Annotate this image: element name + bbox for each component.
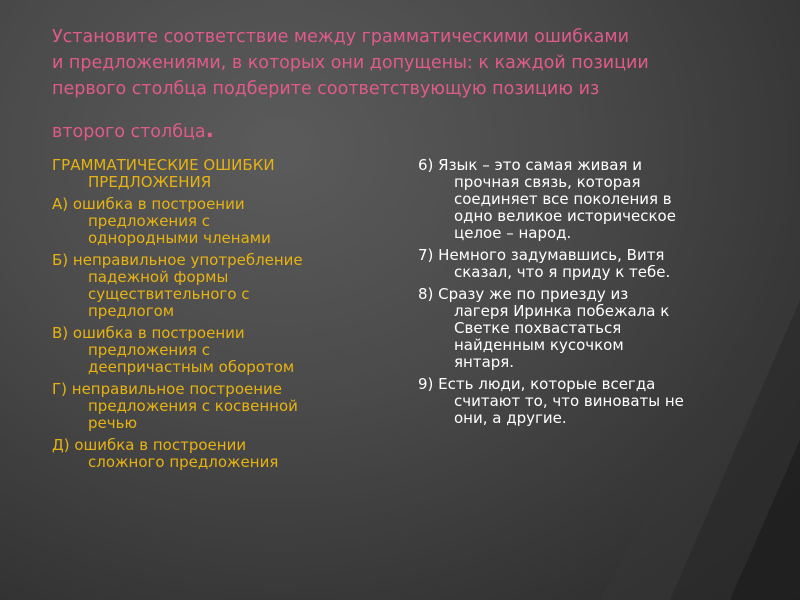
error-item-line: предлогом bbox=[88, 302, 175, 320]
title-line-text: второго столбца bbox=[52, 122, 206, 142]
sentence-item bbox=[418, 157, 763, 242]
error-item bbox=[52, 252, 382, 320]
sentence-item-line: сказал, что я приду к тебе. bbox=[454, 263, 671, 281]
error-item-line: падежной формы bbox=[88, 268, 229, 286]
sentence-item-line: считают то, что виноваты не bbox=[454, 392, 684, 410]
error-item-line: существительного с bbox=[88, 285, 250, 303]
sentence-item bbox=[418, 376, 763, 427]
error-item bbox=[52, 381, 382, 432]
sentence-item-line: соединяет все поколения в bbox=[454, 190, 672, 208]
sentence-item-line: найденным кусочком bbox=[454, 336, 624, 354]
title-line: Установите соответствие между грамматическими ошибками bbox=[52, 27, 629, 47]
errors-column bbox=[52, 157, 382, 476]
error-item-line: речью bbox=[88, 414, 138, 432]
sentence-item bbox=[418, 286, 763, 371]
sentence-item-line: Светке похвастаться bbox=[454, 319, 622, 337]
sentence-item-line: 8) Сразу же по приезду из bbox=[418, 285, 629, 303]
error-item-line: однородными членами bbox=[88, 229, 271, 247]
title-line: первого столбца подберите соответствующую позицию из bbox=[52, 79, 600, 99]
title-period: . bbox=[205, 118, 214, 143]
error-item-line: А) ошибка в построении bbox=[52, 195, 245, 213]
sentence-item-line: одно великое историческое bbox=[454, 207, 676, 225]
sentence-item-line: 9) Есть люди, которые всегда bbox=[418, 375, 656, 393]
error-item-line: Г) неправильное построение bbox=[52, 380, 283, 398]
sentences-column bbox=[418, 157, 763, 432]
sentence-item-line: 7) Немного задумавшись, Витя bbox=[418, 246, 665, 264]
error-item-line: ПРЕДЛОЖЕНИЯ bbox=[88, 173, 212, 191]
error-item bbox=[52, 196, 382, 247]
title-line bbox=[52, 118, 772, 145]
error-item-line: деепричастным оборотом bbox=[88, 358, 295, 376]
title-line: и предложениями, в которых они допущены: к каждой позиции bbox=[52, 53, 649, 73]
error-item bbox=[52, 437, 382, 471]
error-item-line: ГРАММАТИЧЕСКИЕ ОШИБКИ bbox=[52, 156, 275, 174]
sentence-item-line: лагеря Иринка побежала к bbox=[454, 302, 670, 320]
error-item-line: предложения с bbox=[88, 212, 211, 230]
sentence-item-line: прочная связь, которая bbox=[454, 173, 641, 191]
sentence-item-line: они, а другие. bbox=[454, 409, 567, 427]
error-item-line: предложения с bbox=[88, 341, 211, 359]
error-item bbox=[52, 157, 382, 191]
error-item-line: Б) неправильное употребление bbox=[52, 251, 303, 269]
slide-title bbox=[52, 24, 772, 145]
error-item-line: В) ошибка в построении bbox=[52, 324, 245, 342]
sentence-item bbox=[418, 247, 763, 281]
error-item bbox=[52, 325, 382, 376]
sentence-item-line: янтаря. bbox=[454, 353, 515, 371]
error-item-line: Д) ошибка в построении bbox=[52, 436, 247, 454]
error-item-line: сложного предложения bbox=[88, 453, 279, 471]
error-item-line: предложения с косвенной bbox=[88, 397, 298, 415]
sentence-item-line: 6) Язык – это самая живая и bbox=[418, 156, 642, 174]
sentence-item-line: целое – народ. bbox=[454, 224, 572, 242]
